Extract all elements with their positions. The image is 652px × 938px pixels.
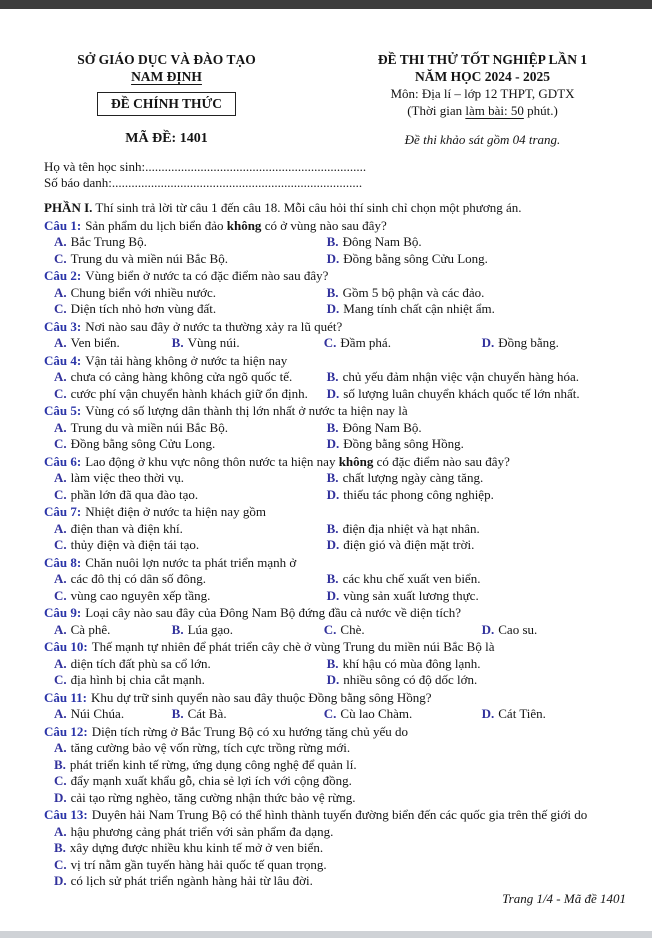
question-text: Duyên hải Nam Trung Bộ có thể hình thành tuyến đường biển đến các quốc gia trên thế giới do <box>91 807 588 822</box>
option-letter: B. <box>326 234 339 249</box>
part-one-label: PHẦN I. <box>44 200 93 215</box>
option-text: các khu chế xuất ven biển. <box>342 571 481 586</box>
option-d <box>327 301 628 318</box>
option-d <box>327 672 628 689</box>
option-text: Cà phê. <box>70 621 111 637</box>
survey-note: Đề thi khảo sát gồm 04 trang. <box>404 132 561 147</box>
option-text: vùng cao nguyên xếp tầng. <box>70 587 211 603</box>
option-c <box>54 487 327 504</box>
question-text: Loại cây nào sau đây của Đông Nam Bộ đứng đầu cả nước về diện tích? <box>85 605 462 620</box>
option-b <box>172 706 324 723</box>
option-letter: B. <box>326 284 339 300</box>
subject-line: Môn: Địa lí – lớp 12 THPT, GDTX <box>390 86 575 101</box>
option-a <box>54 369 327 386</box>
option-text: số lượng luân chuyển khách quốc tế lớn nhất. <box>343 385 580 401</box>
option-text: Cát Tiên. <box>498 706 546 721</box>
option-letter: D. <box>326 537 340 552</box>
option-text: Trung du và miền núi Bắc Bộ. <box>70 250 228 266</box>
option-b <box>327 369 628 386</box>
option-a <box>54 285 327 302</box>
option-d <box>327 251 628 268</box>
option-letter: D. <box>326 301 340 316</box>
question-4-options <box>44 369 628 402</box>
option-a <box>54 521 327 538</box>
question-3-options <box>44 335 628 352</box>
option-letter: C. <box>54 250 67 266</box>
option-letter: A. <box>54 740 67 755</box>
option-text: Cù lao Chàm. <box>340 706 413 721</box>
option-letter: D. <box>326 587 340 603</box>
option-letter: D. <box>326 486 340 502</box>
question-number-label: Câu 12: <box>44 723 88 739</box>
option-text: Trung du và miền núi Bắc Bộ. <box>70 419 228 435</box>
question-text: Chăn nuôi lợn nước ta phát triển mạnh ở <box>85 554 297 570</box>
question-11-text-line <box>44 690 628 707</box>
question-number-label: Câu 6: <box>44 453 82 469</box>
question-8-text-line <box>44 555 628 572</box>
option-text: chưa có cảng hàng không cửa ngõ quốc tế. <box>70 369 293 384</box>
option-letter: C. <box>54 486 67 502</box>
question-6-text-line <box>44 454 628 471</box>
question-13 <box>44 807 628 890</box>
option-letter: A. <box>54 823 67 839</box>
option-text: vị trí nằm gần tuyến hàng hải quốc tế quan trọng. <box>70 856 327 872</box>
option-letter: C. <box>323 335 337 350</box>
option-c <box>54 537 327 554</box>
option-b <box>327 521 628 538</box>
option-letter: A. <box>54 520 67 536</box>
option-letter: D. <box>326 436 340 451</box>
option-d <box>327 436 628 453</box>
question-number-label: Câu 5: <box>44 403 82 418</box>
province-name: NAM ĐỊNH <box>131 69 202 84</box>
question-text-bold: không <box>226 217 262 233</box>
option-text: Mang tính chất cận nhiệt ẩm. <box>343 301 495 316</box>
option-a <box>54 420 327 437</box>
option-letter: A. <box>54 284 67 300</box>
option-letter: C. <box>54 672 67 687</box>
question-8-options <box>44 571 628 604</box>
official-exam-box: ĐỀ CHÍNH THỨC <box>97 92 236 116</box>
question-9 <box>44 605 628 638</box>
option-d <box>327 588 628 605</box>
option-a <box>54 740 628 757</box>
questions <box>44 218 628 890</box>
question-text: Vùng biển ở nước ta có đặc điểm nào sau đây? <box>85 268 329 283</box>
exam-title: ĐỀ THI THỬ TỐT NGHIỆP LẦN 1 <box>377 52 588 67</box>
option-letter: C. <box>54 587 67 603</box>
option-text: chủ yếu đảm nhận việc vận chuyển hàng hóa. <box>342 369 580 384</box>
question-11-options <box>44 706 628 723</box>
option-letter: D. <box>326 385 340 401</box>
question-text: Diện tích rừng ở Bắc Trung Bộ có xu hướng tăng chủ yếu do <box>91 723 409 739</box>
option-d <box>327 487 628 504</box>
option-d <box>54 873 628 890</box>
question-12-text-line <box>44 724 628 741</box>
part-one-instructions: Thí sinh trả lời từ câu 1 đến câu 18. Mỗi câu hỏi thí sinh chỉ chọn một phương án. <box>92 200 522 215</box>
option-text: điện than và điện khí. <box>70 520 183 536</box>
option-text: phát triển kinh tế rừng, ứng dụng công nghệ để quản lí. <box>69 756 357 772</box>
option-a <box>54 234 327 251</box>
option-text: cải tạo rừng nghèo, tăng cường nhận thức bảo vệ rừng. <box>70 789 356 805</box>
option-letter: B. <box>171 335 184 350</box>
option-a <box>54 824 628 841</box>
option-text: Đồng bằng sông Cửu Long. <box>343 250 488 266</box>
option-letter: B. <box>326 571 339 586</box>
department-name: SỞ GIÁO DỤC VÀ ĐÀO TẠO <box>77 52 256 67</box>
option-a <box>54 571 327 588</box>
question-1-text-line <box>44 218 628 235</box>
time-line-prefix: (Thời gian <box>407 103 466 118</box>
option-letter: B. <box>54 756 66 772</box>
option-letter: D. <box>481 706 495 721</box>
option-text: có lịch sử phát triển ngành hàng hải từ lâu đời. <box>70 873 313 888</box>
bottom-edge-bar <box>0 931 652 938</box>
option-text: xây dựng được nhiều khu kinh tế mở ở ven biển. <box>69 840 324 855</box>
option-letter: D. <box>326 672 340 687</box>
option-letter: A. <box>54 706 67 721</box>
option-text: Diện tích nhỏ hơn vùng đất. <box>70 301 217 316</box>
option-c <box>54 436 327 453</box>
option-c <box>54 672 327 689</box>
option-b <box>327 656 628 673</box>
question-12-options <box>44 740 628 806</box>
question-6 <box>44 454 628 504</box>
exam-page <box>0 9 652 931</box>
option-letter: B. <box>326 369 339 384</box>
question-text: có ở vùng nào sau đây? <box>261 217 387 233</box>
option-letter: B. <box>326 655 339 671</box>
option-c <box>324 706 482 723</box>
option-c <box>54 251 327 268</box>
question-number-label: Câu 1: <box>44 217 82 233</box>
question-text: Vận tải hàng không ở nước ta hiện nay <box>85 352 288 368</box>
question-number-label: Câu 2: <box>44 268 82 283</box>
option-d <box>327 537 628 554</box>
option-text: Cao su. <box>498 621 538 637</box>
option-text: tăng cường bảo vệ vốn rừng, tích cực trồng rừng mới. <box>70 740 351 755</box>
option-text: Ven biển. <box>70 335 120 350</box>
option-text: phần lớn đã qua đào tạo. <box>70 486 199 502</box>
question-7-text-line <box>44 504 628 521</box>
option-letter: C. <box>54 385 67 401</box>
option-letter: C. <box>54 773 67 788</box>
question-number-label: Câu 13: <box>44 807 88 822</box>
question-2 <box>44 268 628 318</box>
question-text: Vùng có số lượng dân thành thị lớn nhất ở nước ta hiện nay là <box>85 403 408 418</box>
option-text: điện địa nhiệt và hạt nhân. <box>342 520 480 536</box>
option-text: làm việc theo thời vụ. <box>70 470 185 485</box>
option-letter: B. <box>326 470 339 485</box>
option-text: Lúa gạo. <box>187 621 234 637</box>
question-number-label: Câu 4: <box>44 352 82 368</box>
option-letter: C. <box>54 436 67 451</box>
option-b <box>327 234 628 251</box>
option-letter: B. <box>54 840 66 855</box>
time-line-suffix: phút.) <box>523 103 558 118</box>
option-d <box>54 790 628 807</box>
option-text: Đông Nam Bộ. <box>342 419 422 435</box>
option-b <box>54 757 628 774</box>
question-13-text-line <box>44 807 628 824</box>
exam-code: MÃ ĐỀ: 1401 <box>125 131 208 146</box>
option-c <box>54 588 327 605</box>
question-11 <box>44 690 628 723</box>
option-d <box>482 706 628 723</box>
question-text: Nơi nào sau đây ở nước ta thường xảy ra lũ quét? <box>85 318 343 334</box>
option-text: cước phí vận chuyển hành khách giữ ổn định. <box>70 385 308 401</box>
student-name-line: Họ và tên học sinh:.................................................................... <box>44 159 367 174</box>
question-text: Thế mạnh tự nhiên để phát triển cây chè ở vùng Trung du miền núi Bắc Bộ là <box>91 639 495 654</box>
option-text: Núi Chúa. <box>70 706 125 721</box>
question-8 <box>44 555 628 605</box>
top-edge-bar <box>0 0 652 9</box>
question-9-options <box>44 622 628 639</box>
question-10-options <box>44 656 628 689</box>
question-4-text-line <box>44 353 628 370</box>
option-a <box>54 622 172 639</box>
question-7 <box>44 504 628 554</box>
student-info-lines <box>44 159 628 191</box>
option-text: Gồm 5 bộ phận và các đảo. <box>342 284 485 300</box>
option-d <box>327 386 628 403</box>
option-c <box>54 773 628 790</box>
option-letter: B. <box>171 706 184 721</box>
option-text: Đông Nam Bộ. <box>342 234 422 249</box>
option-letter: D. <box>481 335 495 350</box>
option-text: địa hình bị chia cắt mạnh. <box>70 672 205 687</box>
question-5-text-line <box>44 403 628 420</box>
option-letter: D. <box>54 789 67 805</box>
question-7-options <box>44 521 628 554</box>
question-2-options <box>44 285 628 318</box>
option-letter: A. <box>54 655 67 671</box>
option-text: nhiều sông có độ dốc lớn. <box>343 672 478 687</box>
option-d <box>482 622 628 639</box>
time-line-underlined: làm bài: 50 <box>465 103 524 118</box>
option-c <box>54 386 327 403</box>
option-text: thiếu tác phong công nghiệp. <box>343 486 494 502</box>
question-text: Khu dự trữ sinh quyển nào sau đây thuộc Đồng bằng sông Hồng? <box>90 689 432 705</box>
question-number-label: Câu 8: <box>44 554 82 570</box>
option-a <box>54 656 327 673</box>
question-5-options <box>44 420 628 453</box>
option-text: điện gió và điện mặt trời. <box>343 537 475 552</box>
option-text: Đồng bằng sông Cửu Long. <box>70 436 216 451</box>
question-13-options <box>44 824 628 890</box>
question-text: Sản phẩm du lịch biển đảo <box>85 217 227 233</box>
option-c <box>324 335 482 352</box>
question-10 <box>44 639 628 689</box>
option-text: Cát Bà. <box>187 706 227 721</box>
question-2-text-line <box>44 268 628 285</box>
option-letter: C. <box>323 706 337 721</box>
option-letter: B. <box>326 520 339 536</box>
option-letter: D. <box>54 873 67 888</box>
option-a <box>54 470 327 487</box>
option-text: Đồng bằng. <box>498 335 559 350</box>
option-letter: A. <box>54 234 67 249</box>
option-text: các đô thị có dân số đông. <box>70 571 207 586</box>
option-text: khí hậu có mùa đông lạnh. <box>342 655 481 671</box>
option-b <box>327 285 628 302</box>
question-number-label: Câu 3: <box>44 318 82 334</box>
question-3-text-line <box>44 319 628 336</box>
option-text: Đầm phá. <box>340 335 391 350</box>
option-text: Đồng bằng sông Hồng. <box>343 436 464 451</box>
option-letter: B. <box>171 621 184 637</box>
option-letter: A. <box>54 470 67 485</box>
question-text: có đặc điểm nào sau đây? <box>373 453 510 469</box>
question-number-label: Câu 9: <box>44 605 82 620</box>
option-text: Bắc Trung Bộ. <box>70 234 147 249</box>
option-b <box>172 622 324 639</box>
student-id-line: Số báo danh:............................................................................. <box>44 175 363 190</box>
option-letter: D. <box>481 621 495 637</box>
question-12 <box>44 724 628 807</box>
option-letter: B. <box>326 419 339 435</box>
option-letter: C. <box>323 621 337 637</box>
option-text: Chè. <box>340 621 365 637</box>
page-footer: Trang 1/4 - Mã đề 1401 <box>502 891 626 906</box>
option-text: hậu phương cảng phát triển với sản phẩm đa dạng. <box>70 823 334 839</box>
header-left-block <box>44 51 289 148</box>
option-text: Vùng núi. <box>187 335 240 350</box>
option-letter: D. <box>326 250 340 266</box>
question-4 <box>44 353 628 403</box>
option-b <box>54 840 628 857</box>
option-letter: A. <box>54 621 67 637</box>
question-10-text-line <box>44 639 628 656</box>
option-c <box>54 857 628 874</box>
question-number-label: Câu 7: <box>44 504 82 519</box>
question-6-options <box>44 470 628 503</box>
question-text: Lao động ở khu vực nông thôn nước ta hiện nay <box>85 453 339 469</box>
option-letter: A. <box>54 571 67 586</box>
option-a <box>54 335 172 352</box>
option-letter: A. <box>54 335 67 350</box>
option-letter: A. <box>54 419 67 435</box>
question-number-label: Câu 10: <box>44 639 88 654</box>
option-text: đẩy mạnh xuất khẩu gỗ, chia sẻ lợi ích với cộng đồng. <box>70 773 352 788</box>
option-b <box>172 335 324 352</box>
option-c <box>54 301 327 318</box>
option-c <box>324 622 482 639</box>
option-letter: C. <box>54 301 67 316</box>
question-5 <box>44 403 628 453</box>
option-a <box>54 706 172 723</box>
time-line <box>337 102 628 119</box>
question-text-bold: không <box>338 453 374 469</box>
option-letter: A. <box>54 369 67 384</box>
question-1 <box>44 218 628 268</box>
header-right-block <box>289 51 628 148</box>
question-1-options <box>44 234 628 267</box>
option-d <box>482 335 628 352</box>
school-year: NĂM HỌC 2024 - 2025 <box>415 69 550 84</box>
option-text: vùng sản xuất lương thực. <box>343 587 479 603</box>
exam-header <box>44 51 628 148</box>
option-text: thủy điện và điện tái tạo. <box>70 537 200 552</box>
option-b <box>327 470 628 487</box>
option-letter: C. <box>54 856 67 872</box>
option-text: chất lượng ngày càng tăng. <box>342 470 484 485</box>
question-text: Nhiệt điện ở nước ta hiện nay gồm <box>85 504 266 519</box>
question-3 <box>44 319 628 352</box>
option-text: diện tích đất phù sa cổ lớn. <box>70 655 211 671</box>
option-text: Chung biển với nhiều nước. <box>70 284 217 300</box>
option-letter: C. <box>54 537 67 552</box>
option-b <box>327 571 628 588</box>
option-b <box>327 420 628 437</box>
question-number-label: Câu 11: <box>44 689 87 705</box>
question-9-text-line <box>44 605 628 622</box>
part-one-intro <box>44 200 628 217</box>
